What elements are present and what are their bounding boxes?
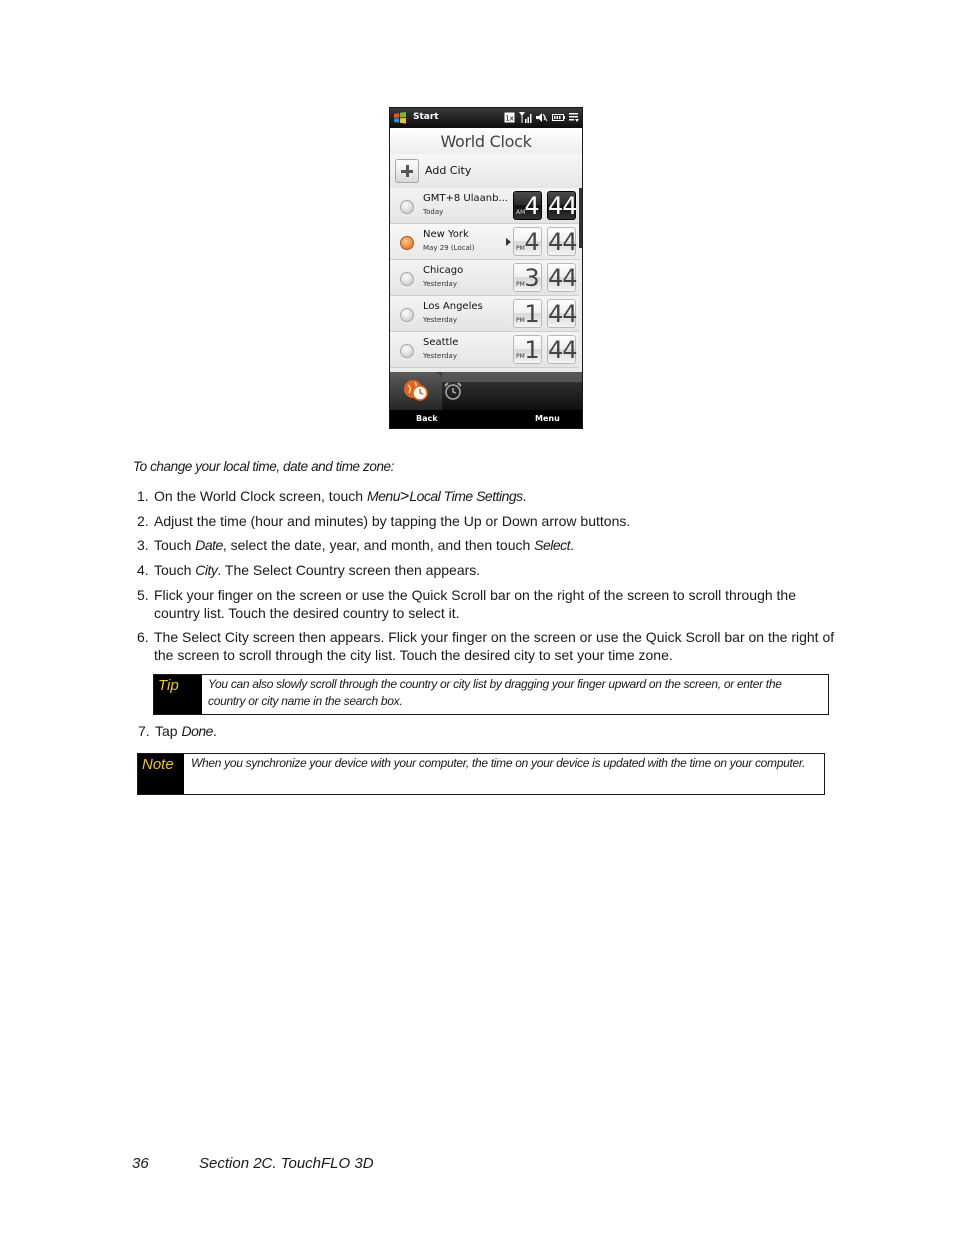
hour-flip-card	[513, 335, 542, 364]
minute-digits: 44	[548, 228, 577, 256]
title-area	[390, 128, 582, 154]
tip-label: Tip	[154, 675, 202, 714]
radio-button[interactable]	[400, 308, 414, 322]
note-text: When you synchronize your device with your computer, the time on your device is updated with the time on your computer.	[191, 756, 806, 770]
step-number: 6.	[137, 629, 149, 645]
city-list	[390, 188, 582, 370]
signal-icon	[519, 112, 532, 123]
city-row[interactable]	[390, 332, 579, 368]
ampm-label: PM	[516, 245, 525, 252]
step-number: 5.	[137, 587, 149, 603]
tab-world-clock[interactable]	[390, 372, 442, 410]
city-day: May 29 (Local)	[423, 244, 475, 252]
pointer-arrow-icon	[506, 238, 511, 246]
battery-icon	[552, 112, 565, 123]
city-day: Yesterday	[423, 352, 457, 360]
minute-flip-card	[547, 299, 576, 328]
volume-icon	[536, 112, 548, 123]
procedure-title: To change your local time, date and time zone:	[133, 459, 395, 474]
add-city-label: Add City	[425, 164, 472, 177]
ui-term-local-time-settings: Local Time Settings	[409, 488, 523, 504]
windows-logo-icon[interactable]	[393, 111, 407, 125]
city-name: GMT+8 Ulaanb...	[423, 193, 508, 204]
radio-button[interactable]	[400, 200, 414, 214]
add-icon[interactable]	[395, 159, 419, 183]
app-title: World Clock	[440, 132, 532, 151]
city-name: Seattle	[423, 337, 459, 348]
city-day: Yesterday	[423, 280, 457, 288]
city-day: Today	[423, 208, 444, 216]
ampm-label: PM	[516, 353, 525, 360]
city-row[interactable]	[390, 188, 579, 224]
minute-flip-card	[547, 335, 576, 364]
svg-text:1x: 1x	[505, 114, 514, 123]
hour-digit: 1	[524, 300, 539, 328]
minute-digits: 44	[548, 336, 577, 364]
alarm-icon[interactable]	[442, 380, 464, 402]
start-label[interactable]: Start	[413, 112, 439, 122]
network-type-icon	[504, 112, 515, 123]
step-text: The Select City screen then appears. Flick your finger on the screen or use the Quick Scroll bar on the right of the screen to scroll through the city list. Touch the desired city to set your time zone.	[154, 629, 835, 663]
city-row[interactable]	[390, 296, 579, 332]
city-name: Los Angeles	[423, 301, 483, 312]
city-row[interactable]	[390, 260, 579, 296]
step-text: Adjust the time (hour and minutes) by tapping the Up or Down arrow buttons.	[154, 513, 631, 529]
phone-screenshot	[389, 107, 583, 429]
step-number: 1.	[137, 488, 149, 504]
ampm-label: PM	[516, 317, 525, 324]
ampm-label: AM	[516, 209, 526, 216]
status-bar	[390, 108, 582, 128]
ui-term-date: Date	[195, 537, 223, 553]
radio-button[interactable]	[400, 344, 414, 358]
hour-digit: 3	[524, 264, 539, 292]
ui-term-select: Select	[534, 537, 571, 553]
menu-softkey[interactable]: Menu	[535, 414, 560, 423]
city-name: New York	[423, 229, 469, 240]
step-number: 4.	[137, 562, 149, 578]
back-softkey[interactable]: Back	[416, 414, 438, 423]
hour-flip-card	[513, 263, 542, 292]
tip-callout	[153, 674, 829, 715]
city-day: Yesterday	[423, 316, 457, 324]
note-label: Note	[138, 754, 184, 794]
tab-strip	[390, 372, 582, 410]
minute-digits: 44	[548, 300, 577, 328]
minute-digits: 44	[548, 264, 577, 292]
world-clock-icon	[403, 378, 429, 402]
minute-flip-card	[547, 191, 576, 220]
section-title: Section 2C. TouchFLO 3D	[199, 1155, 374, 1172]
step-number: 7.	[138, 723, 150, 739]
quick-scroll-bar[interactable]	[579, 188, 582, 248]
ampm-label: PM	[516, 281, 525, 288]
hour-digit: 4	[524, 192, 539, 220]
hour-flip-card	[513, 227, 542, 256]
radio-button[interactable]	[400, 272, 414, 286]
hour-flip-card	[513, 191, 542, 220]
tip-text: You can also slowly scroll through the country or city list by dragging your finger upward on the screen, or enter the country or city name in the search box.	[208, 677, 782, 708]
menu-separator: >	[399, 488, 410, 505]
hour-flip-card	[513, 299, 542, 328]
softkey-bar	[390, 410, 582, 428]
city-row[interactable]	[390, 224, 579, 260]
minute-digits: 44	[548, 192, 577, 220]
ui-term-city: City	[195, 562, 218, 578]
dropdown-icon[interactable]	[569, 112, 579, 123]
ui-term-menu: Menu	[366, 488, 400, 504]
city-name: Chicago	[423, 265, 464, 276]
minute-flip-card	[547, 227, 576, 256]
minute-flip-card	[547, 263, 576, 292]
ui-term-done: Done	[181, 723, 213, 739]
step-text: Flick your finger on the screen or use the Quick Scroll bar on the right of the screen to scroll through the country list. Touch the desired country to select it.	[154, 587, 796, 621]
step-number: 3.	[137, 537, 149, 553]
step-number: 2.	[137, 513, 149, 529]
hour-digit: 1	[524, 336, 539, 364]
add-city-row[interactable]	[390, 154, 582, 189]
radio-button[interactable]	[400, 236, 414, 250]
page-number: 36	[132, 1155, 149, 1172]
note-callout	[137, 753, 825, 795]
hour-digit: 4	[524, 228, 539, 256]
